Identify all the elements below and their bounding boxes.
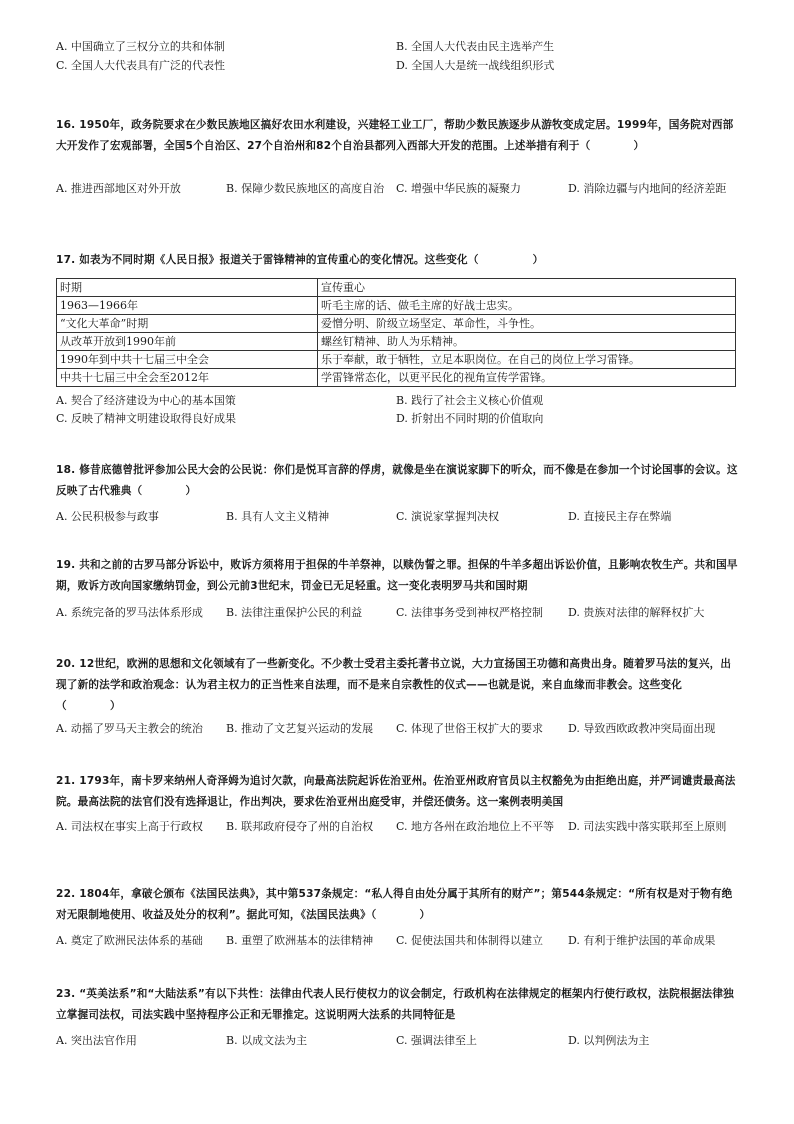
q18-option-d: D. 直接民主存在弊端 — [568, 510, 672, 523]
q19-option-a: A. 系统完备的罗马法体系形成 — [56, 606, 203, 619]
q20-option-b: B. 推动了文艺复兴运动的发展 — [226, 722, 374, 735]
table-header-focus: 宣传重心 — [318, 279, 736, 297]
q23-stem: 23. “英美法系”和“大陆法系”有以下共性：法律由代表人民行使权力的议会制定，行政机构在法律规定的框架内行使行政权，法院根据法律独立掌握司法权，司法实践中坚持程序公正和无罪推定。这说明两大法系的共同特征是 — [56, 988, 734, 1021]
q18-option-c: C. 演说家掌握判决权 — [396, 510, 500, 523]
table-header-period: 时期 — [57, 279, 318, 297]
q19-option-d: D. 贵族对法律的解释权扩大 — [568, 606, 705, 619]
table-cell-period: “文化大革命”时期 — [57, 315, 318, 333]
q17-stem: 17. 如表为不同时期《人民日报》报道关于雷锋精神的宣传重心的变化情况。这些变化（ ） — [56, 254, 544, 266]
q18-option-a: A. 公民积极参与政事 — [56, 510, 159, 523]
table-row — [57, 333, 736, 351]
q18-option-b: B. 具有人文主义精神 — [226, 510, 330, 523]
q21-stem: 21. 1793年，南卡罗来纳州人奇泽姆为追讨欠款，向最高法院起诉佐治亚州。佐治亚州政府官员以主权豁免为由拒绝出庭，并严词谴责最高法院。最高法院的法官们没有选择退让，作出判决，要求佐治亚州出庭受审，并偿还债务。这一案例表明美国 — [56, 775, 736, 808]
q16-option-d: D. 消除边疆与内地间的经济差距 — [568, 182, 727, 195]
q17-option-a: A. 契合了经济建设为中心的基本国策 — [56, 394, 236, 407]
q16-option-c: C. 增强中华民族的凝聚力 — [396, 182, 522, 195]
q21-option-b: B. 联邦政府侵夺了州的自治权 — [226, 820, 374, 833]
q22-option-a: A. 奠定了欧洲民法体系的基础 — [56, 934, 203, 947]
q20-stem: 20. 12世纪，欧洲的思想和文化领域有了一些新变化。不少教士受君主委托著书立说，大力宣扬国王功德和高贵出身。随着罗马法的复兴，出现了新的法学和政治观念：认为君主权力的正当性来自法理，而不是来自宗教性的仪式——也就是说，来自血缘而非教会。这些变化（ ） — [56, 658, 732, 712]
q22-option-d: D. 有利于维护法国的革命成果 — [568, 934, 716, 947]
q16-stem: 16. 1950年，政务院要求在少数民族地区搞好农田水利建设，兴建轻工业工厂，帮助少数民族逐步从游牧变成定居。1999年，国务院对西部大开发作了宏观部署，全国5个自治区、27个自治州和82个自治县都列入西部大开发的范围。上述举措有利于（ ） — [56, 119, 734, 152]
table-cell-period: 1963—1966年 — [57, 297, 318, 315]
table-cell-focus: 螺丝钉精神、助人为乐精神。 — [318, 333, 736, 351]
q17-option-c: C. 反映了精神文明建设取得良好成果 — [56, 412, 237, 425]
table-cell-period: 中共十七届三中全会至2012年 — [57, 369, 318, 387]
q16-option-a: A. 推进西部地区对外开放 — [56, 182, 181, 195]
table-cell-period: 从改革开放到1990年前 — [57, 333, 318, 351]
table-row — [57, 315, 736, 333]
q20-option-c: C. 体现了世俗王权扩大的要求 — [396, 722, 544, 735]
q16-option-b: B. 保障少数民族地区的高度自治 — [226, 182, 385, 195]
q19-option-b: B. 法律注重保护公民的利益 — [226, 606, 363, 619]
q19-stem: 19. 共和之前的古罗马部分诉讼中，败诉方须将用于担保的牛羊祭神，以赎伪誓之罪。担保的牛羊多超出诉讼价值，且影响农牧生产。共和国早期，败诉方改向国家缴纳罚金，到公元前3世纪末，罚金已无足轻重。这一变化表明罗马共和国时期 — [56, 559, 738, 592]
table-cell-focus: 听毛主席的话、做毛主席的好战士忠实。 — [318, 297, 736, 315]
table-cell-focus: 乐于奉献，敢于牺牲，立足本职岗位。在自己的岗位上学习雷锋。 — [318, 351, 736, 369]
q20-option-d: D. 导致西欧政教冲突局面出现 — [568, 722, 716, 735]
q20-option-a: A. 动摇了罗马天主教会的统治 — [56, 722, 203, 735]
q18-stem: 18. 修昔底德曾批评参加公民大会的公民说：你们是悦耳言辞的俘虏，就像是坐在演说家脚下的听众，而不像是在参加一个讨论国事的会议。这反映了古代雅典（ ） — [56, 464, 738, 497]
table-cell-focus: 学雷锋常态化，以更平民化的视角宣传学雷锋。 — [318, 369, 736, 387]
q15-option-c: C. 全国人大代表具有广泛的代表性 — [56, 59, 226, 72]
q21-option-c: C. 地方各州在政治地位上不平等 — [396, 820, 555, 833]
q21-option-d: D. 司法实践中落实联邦至上原则 — [568, 820, 727, 833]
q17-table — [56, 278, 736, 387]
q15-option-a: A. 中国确立了三权分立的共和体制 — [56, 40, 225, 53]
q21-option-a: A. 司法权在事实上高于行政权 — [56, 820, 203, 833]
q22-stem: 22. 1804年，拿破仑颁布《法国民法典》，其中第537条规定：“私人得自由处分属于其所有的财产”；第544条规定：“所有权是对于物有绝对无限制地使用、收益及处分的权利”。据此可知，《法国民法典》（ ） — [56, 888, 733, 921]
table-cell-period: 1990年到中共十七届三中全会 — [57, 351, 318, 369]
table-row — [57, 297, 736, 315]
table-row — [57, 351, 736, 369]
q22-option-b: B. 重塑了欧洲基本的法律精神 — [226, 934, 374, 947]
table-row — [57, 369, 736, 387]
q23-option-d: D. 以判例法为主 — [568, 1034, 650, 1047]
q15-option-d: D. 全国人大是统一战线组织形式 — [396, 59, 555, 72]
q17-option-d: D. 折射出不同时期的价值取向 — [396, 412, 544, 425]
q19-option-c: C. 法律事务受到神权严格控制 — [396, 606, 544, 619]
q23-option-c: C. 强调法律至上 — [396, 1034, 478, 1047]
q22-option-c: C. 促使法国共和体制得以建立 — [396, 934, 544, 947]
q17-option-b: B. 践行了社会主义核心价值观 — [396, 394, 544, 407]
q15-option-b: B. 全国人大代表由民主选举产生 — [396, 40, 555, 53]
table-cell-focus: 爱憎分明、阶级立场坚定、革命性，斗争性。 — [318, 315, 736, 333]
q23-option-a: A. 突出法官作用 — [56, 1034, 137, 1047]
table-header-row — [57, 279, 736, 297]
q23-option-b: B. 以成文法为主 — [226, 1034, 308, 1047]
